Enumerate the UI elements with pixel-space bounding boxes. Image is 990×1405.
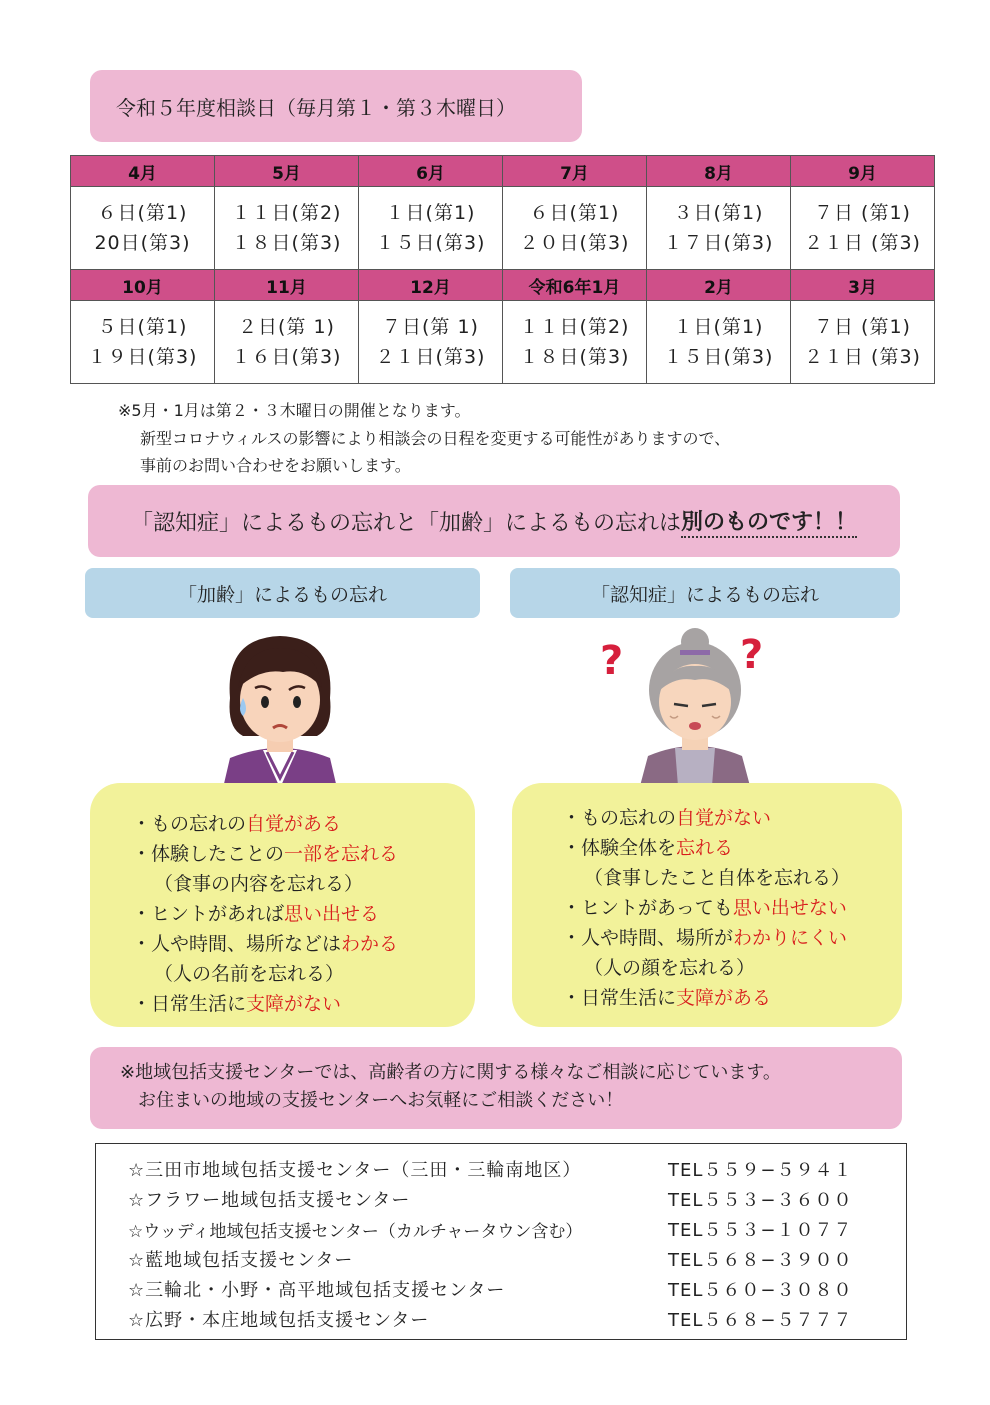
date-cell bbox=[215, 187, 359, 270]
center-tel: TEL５６８−３９００ bbox=[668, 1250, 853, 1271]
support-center-list bbox=[95, 1143, 907, 1340]
date-third: １８日(第3) bbox=[231, 232, 342, 254]
center-tel: TEL５６８−５７７７ bbox=[668, 1310, 853, 1331]
aging-item-example: （食事の内容を忘れる） bbox=[154, 873, 364, 895]
date-cell bbox=[647, 187, 791, 270]
month-header: 2月 bbox=[647, 270, 791, 301]
aging-item: ・日常生活に支障がない bbox=[132, 993, 342, 1015]
date-cell bbox=[215, 301, 359, 384]
aging-heading: 「加齢」によるもの忘れ bbox=[85, 568, 480, 618]
date-cell bbox=[647, 301, 791, 384]
date-third: １５日(第3) bbox=[375, 232, 486, 254]
month-header: 7月 bbox=[503, 156, 647, 187]
dementia-item-example: （食事したこと自体を忘れる） bbox=[584, 867, 851, 889]
date-cell bbox=[71, 301, 215, 384]
date-first: ７日 (第1) bbox=[814, 316, 911, 338]
date-third: １８日(第3) bbox=[519, 346, 630, 368]
date-first: ６日(第1) bbox=[529, 202, 620, 224]
date-first: ３日(第1) bbox=[673, 202, 764, 224]
center-row bbox=[128, 1274, 906, 1304]
consultation-calendar-table bbox=[70, 155, 935, 384]
schedule-note-1: ※5月・1月は第２・３木曜日の開催となります。 bbox=[118, 401, 471, 420]
date-row-1 bbox=[71, 187, 935, 270]
date-first: １日(第1) bbox=[385, 202, 476, 224]
center-row bbox=[128, 1184, 906, 1214]
date-third: ２１日(第3) bbox=[375, 346, 486, 368]
date-first: ２日(第 1) bbox=[238, 316, 335, 338]
date-cell bbox=[791, 187, 935, 270]
aging-item: ・人や時間、場所などはわかる bbox=[132, 933, 399, 955]
center-tel: TEL５６０−３０８０ bbox=[668, 1280, 853, 1301]
dementia-heading: 「認知症」によるもの忘れ bbox=[510, 568, 900, 618]
center-tel: TEL５５３−１０７７ bbox=[668, 1220, 853, 1241]
schedule-title-band bbox=[90, 70, 582, 142]
date-first: １１日(第2) bbox=[231, 202, 342, 224]
date-cell bbox=[359, 301, 503, 384]
date-third: １７日(第3) bbox=[663, 232, 774, 254]
month-header-row-2 bbox=[71, 270, 935, 301]
date-cell bbox=[503, 301, 647, 384]
month-header: 6月 bbox=[359, 156, 503, 187]
month-header: 5月 bbox=[215, 156, 359, 187]
date-first: １１日(第2) bbox=[519, 316, 630, 338]
dementia-item: ・体験全体を忘れる bbox=[562, 837, 734, 859]
date-first: １日(第1) bbox=[673, 316, 764, 338]
aging-symptoms-box bbox=[90, 783, 475, 1027]
dementia-item: ・もの忘れの自覚がない bbox=[562, 807, 772, 829]
question-mark-left: ? bbox=[600, 638, 624, 684]
date-row-2 bbox=[71, 301, 935, 384]
consultation-info-line-2: お住まいの地域の支援センターへお気軽にご相談ください！ bbox=[138, 1090, 624, 1111]
date-cell bbox=[71, 187, 215, 270]
consultation-info-line-1: ※地域包括支援センターでは、高齢者の方に関する様々なご相談に応じています。 bbox=[120, 1062, 781, 1083]
center-name: ☆広野・本庄地域包括支援センター bbox=[128, 1310, 430, 1331]
dementia-item: ・人や時間、場所がわかりにくい bbox=[562, 927, 848, 949]
center-row bbox=[128, 1304, 906, 1334]
date-first: ７日(第 1) bbox=[382, 316, 479, 338]
date-third: １９日(第3) bbox=[87, 346, 198, 368]
center-tel: TEL５５３−３６００ bbox=[668, 1190, 853, 1211]
center-name: ☆三田市地域包括支援センター（三田・三輪南地区） bbox=[128, 1160, 582, 1181]
date-cell bbox=[503, 187, 647, 270]
aging-item-example: （人の名前を忘れる） bbox=[154, 963, 345, 985]
aging-item: ・体験したことの一部を忘れる bbox=[132, 843, 399, 865]
month-header-row-1 bbox=[71, 156, 935, 187]
date-first: ６日(第1) bbox=[97, 202, 188, 224]
center-name: ☆藍地域包括支援センター bbox=[128, 1250, 354, 1271]
date-third: １５日(第3) bbox=[663, 346, 774, 368]
month-header: 3月 bbox=[791, 270, 935, 301]
date-third: ２１日 (第3) bbox=[804, 232, 921, 254]
dementia-woman-illustration bbox=[630, 628, 760, 786]
dementia-item-example: （人の顔を忘れる） bbox=[584, 957, 756, 979]
question-mark-right: ? bbox=[740, 632, 764, 678]
dementia-item: ・ヒントがあっても思い出せない bbox=[562, 897, 847, 919]
center-row bbox=[128, 1244, 906, 1274]
date-third: ２１日 (第3) bbox=[804, 346, 921, 368]
date-cell bbox=[359, 187, 503, 270]
center-tel: TEL５５９−５９４１ bbox=[668, 1160, 853, 1181]
date-third: ２０日(第3) bbox=[519, 232, 630, 254]
consultation-info-band bbox=[90, 1047, 902, 1129]
aging-item: ・ヒントがあれば思い出せる bbox=[132, 903, 380, 925]
headline-text: 「認知症」によるもの忘れと「加齢」によるもの忘れは bbox=[130, 510, 681, 536]
center-row bbox=[128, 1154, 906, 1184]
center-name: ☆ウッディ地域包括支援センター（カルチャータウン含む） bbox=[128, 1221, 583, 1242]
date-first: ５日(第1) bbox=[97, 316, 188, 338]
date-cell bbox=[791, 301, 935, 384]
month-header: 8月 bbox=[647, 156, 791, 187]
month-header: 4月 bbox=[71, 156, 215, 187]
center-row bbox=[128, 1214, 906, 1244]
schedule-title: 令和５年度相談日（毎月第１・第３木曜日） bbox=[116, 95, 516, 120]
month-header: 10月 bbox=[71, 270, 215, 301]
date-third: １６日(第3) bbox=[231, 346, 342, 368]
schedule-note-2: 新型コロナウィルスの影響により相談会の日程を変更する可能性がありますので、 bbox=[140, 429, 731, 448]
schedule-note-3: 事前のお問い合わせをお願いします。 bbox=[140, 456, 411, 475]
headline-emphasis: 別のものです！！ bbox=[681, 505, 857, 538]
dementia-item: ・日常生活に支障がある bbox=[562, 987, 772, 1009]
date-third: 20日(第3) bbox=[94, 232, 191, 254]
date-first: ７日 (第1) bbox=[814, 202, 911, 224]
month-header: 12月 bbox=[359, 270, 503, 301]
headline-band bbox=[88, 485, 900, 557]
month-header: 令和6年1月 bbox=[503, 270, 647, 301]
aging-item: ・もの忘れの自覚がある bbox=[132, 813, 342, 835]
month-header: 9月 bbox=[791, 156, 935, 187]
aging-woman-illustration bbox=[205, 628, 355, 788]
dementia-symptoms-box bbox=[512, 783, 902, 1027]
center-name: ☆三輪北・小野・高平地域包括支援センター bbox=[128, 1280, 506, 1301]
month-header: 11月 bbox=[215, 270, 359, 301]
center-name: ☆フラワー地域包括支援センター bbox=[128, 1190, 411, 1211]
